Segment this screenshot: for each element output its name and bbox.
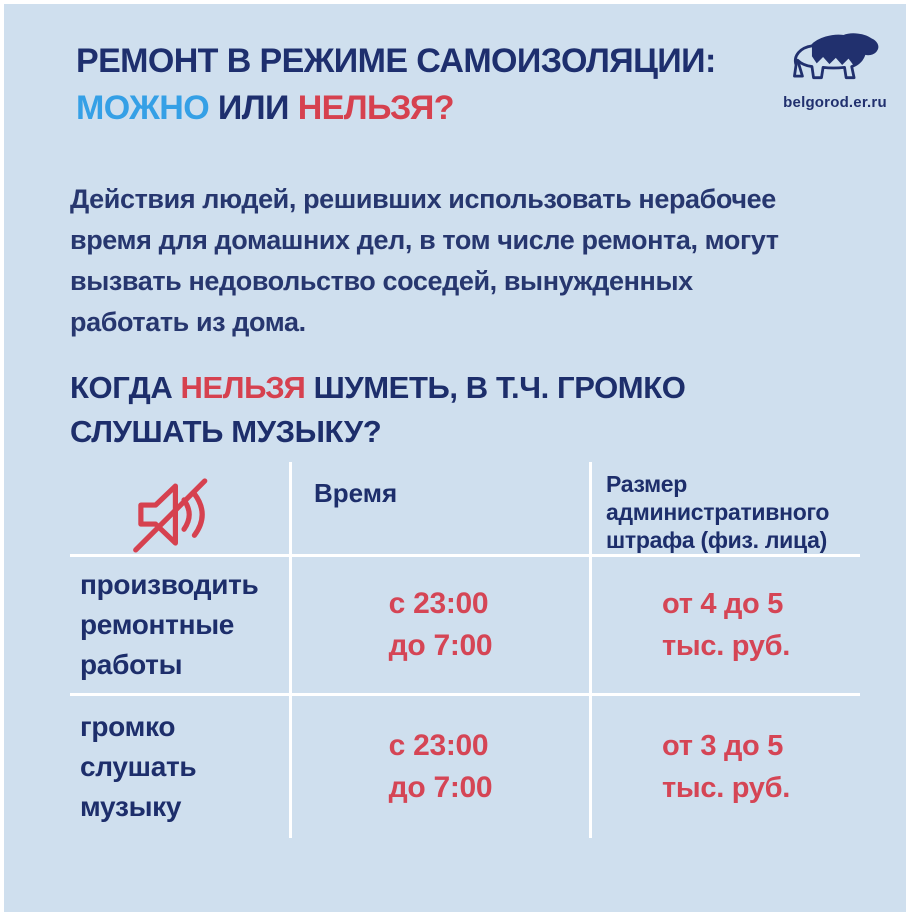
question-line1 [70, 366, 685, 410]
muted-speaker-icon [120, 474, 236, 561]
table-row-activity: производить ремонтные работы [70, 557, 292, 696]
title-line1: РЕМОНТ В РЕЖИМЕ САМОИЗОЛЯЦИИ: [76, 42, 716, 80]
question-forbidden: НЕЛЬЗЯ [180, 370, 306, 405]
time-from: с 23:00 [388, 587, 489, 620]
question-line2: СЛУШАТЬ МУЗЫКУ? [70, 414, 382, 449]
question-part2: ШУМЕТЬ, В Т.Ч. ГРОМКО [313, 370, 686, 405]
table-row-time [292, 557, 592, 696]
intro-paragraph [70, 179, 779, 343]
time-from: с 23:00 [388, 729, 489, 762]
rules-table [70, 462, 860, 838]
table-row-time [292, 696, 592, 838]
table-row-fine [592, 557, 860, 696]
intro-line: вызвать недовольство соседей, вынужденных [70, 266, 693, 296]
fine-units: тыс. руб. [662, 630, 790, 662]
title-word-cannot: НЕЛЬЗЯ? [297, 89, 454, 127]
intro-line: Действия людей, решивших использовать нерабочее [70, 184, 776, 214]
fine-units: тыс. руб. [662, 772, 790, 804]
intro-line: работать из дома. [70, 307, 306, 337]
site-logo [774, 30, 896, 111]
title-word-can: МОЖНО [76, 89, 210, 127]
title-word-or: ИЛИ [217, 89, 289, 127]
table-row-activity: громко слушать музыку [70, 696, 292, 838]
table-header-fine: Размер административного штрафа (физ. лица) [592, 462, 860, 557]
page-title [76, 38, 716, 132]
table-header-time: Время [292, 462, 592, 557]
question-part1: КОГДА [70, 370, 173, 405]
intro-line: время для домашних дел, в том числе ремонта, могут [70, 225, 779, 255]
time-to: до 7:00 [388, 771, 493, 804]
fine-range: от 4 до 5 [662, 588, 784, 620]
table-header-icon-cell [70, 462, 292, 557]
fine-range: от 3 до 5 [662, 730, 784, 762]
logo-site-url: belgorod.er.ru [783, 94, 887, 111]
time-to: до 7:00 [388, 629, 493, 662]
table-row-fine [592, 696, 860, 838]
bear-icon [774, 30, 896, 92]
section-question [70, 366, 685, 454]
